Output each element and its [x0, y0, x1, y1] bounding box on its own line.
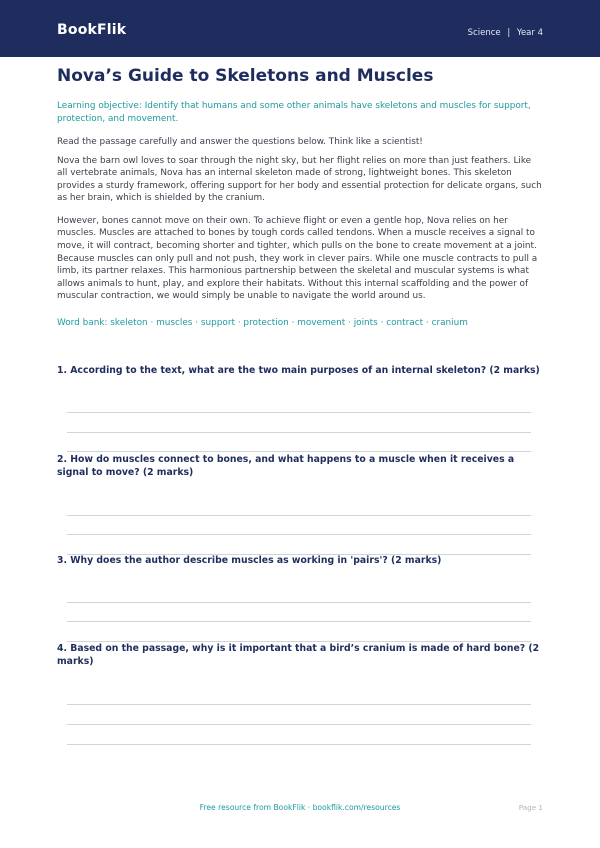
page-number: Page 1 — [518, 803, 543, 812]
subject-year-meta — [468, 28, 543, 38]
page-title: Nova’s Guide to Skeletons and Muscles — [57, 66, 434, 86]
answer-line[interactable] — [67, 451, 531, 452]
answer-line[interactable] — [67, 412, 531, 413]
answer-line[interactable] — [67, 534, 531, 535]
answer-line[interactable] — [67, 432, 531, 433]
instructions: Read the passage carefully and answer the questions below. Think like a scientist! — [57, 137, 423, 147]
word-bank: Word bank: skeleton · muscles · support · protection · movement · joints · contract · cranium — [57, 318, 468, 329]
passage-paragraph-1: Nova the barn owl loves to soar through the night sky, but her flight relies on more than just feathers. Like all vertebrate animals, Nova has an internal skeleton made of strong, lightweight bones. This skeleton provides a sturdy framework, offering support for her body and essential protection for delicate organs, such as her brain, which is shielded by the cranium. — [57, 155, 542, 204]
question-4: 4. Based on the passage, why is it important that a bird’s cranium is made of hard bone? (2 marks) — [57, 643, 540, 667]
passage-paragraph-2: However, bones cannot move on their own. To achieve flight or even a gentle hop, Nova relies on her muscles. Muscles are attached to bones by tough cords called tendons. When a muscle receives a signal to move, it will contract, becoming shorter and tighter, which pulls on the bone to create movement at a joint. Because muscles can only pull and not push, they work in clever pairs. While one muscle contracts to pull a limb, its partner relaxes. This harmonious partnership between the skeletal and muscular systems is what allows animals to hunt, play, and explore their habitats. Without this internal scaffolding and the power of muscular contraction, we would simply be unable to navigate the world around us. — [57, 215, 538, 302]
year-label: Year 4 — [516, 28, 543, 38]
learning-objective: Learning objective: Identify that humans and some other animals have skeletons and muscles for support, protection, and movement. — [57, 101, 531, 124]
answer-line[interactable] — [67, 515, 531, 516]
footer-resource-link[interactable]: Free resource from BookFlik · bookflik.com/resources — [199, 803, 401, 812]
subject-label: Science — [467, 28, 501, 38]
question-2: 2. How do muscles connect to bones, and what happens to a muscle when it receives a signal to move? (2 marks) — [57, 454, 515, 478]
answer-line[interactable] — [67, 602, 531, 603]
meta-separator: | — [507, 28, 511, 38]
brand-logo[interactable]: BookFlik — [57, 22, 127, 38]
answer-line[interactable] — [67, 724, 531, 725]
question-1: 1. According to the text, what are the two main purposes of an internal skeleton? (2 marks) — [57, 365, 540, 376]
header-bar — [0, 0, 600, 57]
answer-line[interactable] — [67, 621, 531, 622]
answer-line[interactable] — [67, 744, 531, 745]
answer-line[interactable] — [67, 704, 531, 705]
question-3: 3. Why does the author describe muscles as working in 'pairs'? (2 marks) — [57, 555, 442, 566]
worksheet-body — [57, 66, 543, 329]
